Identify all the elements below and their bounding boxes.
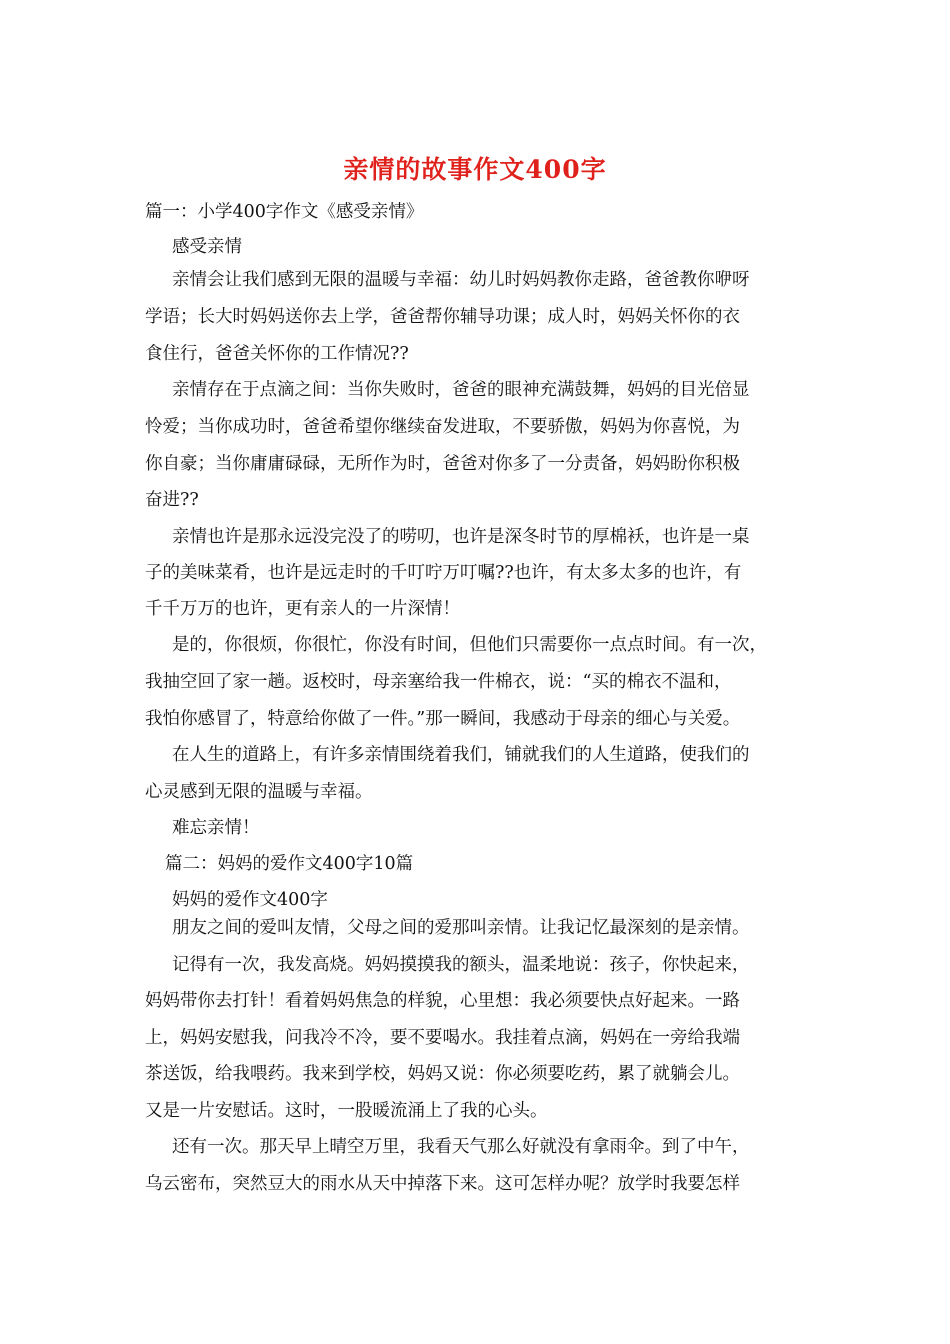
paragraph-line: 亲情会让我们感到无限的温暖与幸福：幼儿时妈妈教你走路，爸爸教你咿呀 (172, 270, 750, 290)
subheading-2: 妈妈的爱作文400字 (172, 890, 328, 910)
paragraph-line: 还有一次。那天早上晴空万里，我看天气那么好就没有拿雨伞。到了中午， (172, 1137, 750, 1157)
paragraph-line: 怜爱；当你成功时，爸爸希望你继续奋发进取，不要骄傲，妈妈为你喜悦，为 (145, 417, 740, 437)
paragraph-line: 学语；长大时妈妈送你去上学，爸爸帮你辅导功课；成人时，妈妈关怀你的衣 (145, 307, 740, 327)
paragraph-line: 乌云密布，突然豆大的雨水从天中掉落下来。这可怎样办呢？放学时我要怎样 (145, 1174, 740, 1194)
section-heading-1: 篇一：小学400字作文《感受亲情》 (145, 202, 424, 222)
paragraph-line: 食住行，爸爸关怀你的工作情况?? (145, 344, 409, 364)
paragraph-line: 朋友之间的爱叫友情，父母之间的爱那叫亲情。让我记忆最深刻的是亲情。 (172, 918, 750, 938)
paragraph-line: 茶送饭，给我喂药。我来到学校，妈妈又说：你必须要吃药，累了就躺会儿。 (145, 1064, 740, 1084)
paragraph-line: 我怕你感冒了，特意给你做了一件。”那一瞬间，我感动于母亲的细心与关爱。 (145, 709, 741, 729)
paragraph-line: 奋进?? (145, 490, 199, 510)
paragraph-line: 难忘亲情！ (172, 818, 260, 838)
paragraph-line: 亲情也许是那永远没完没了的唠叨，也许是深冬时节的厚棉袄，也许是一桌 (172, 527, 750, 547)
paragraph-line: 记得有一次，我发高烧。妈妈摸摸我的额头，温柔地说：孩子，你快起来， (172, 955, 750, 975)
paragraph-line: 在人生的道路上，有许多亲情围绕着我们，铺就我们的人生道路，使我们的 (172, 745, 750, 765)
paragraph-line: 又是一片安慰话。这时，一股暖流涌上了我的心头。 (145, 1101, 548, 1121)
paragraph-line: 妈妈带你去打针！看着妈妈焦急的样貌，心里想：我必须要快点好起来。一路 (145, 991, 740, 1011)
paragraph-line: 是的，你很烦，你很忙，你没有时间，但他们只需要你一点点时间。有一次， (172, 635, 767, 655)
section-heading-2: 篇二：妈妈的爱作文400字10篇 (165, 854, 414, 874)
paragraph-line: 亲情存在于点滴之间：当你失败时，爸爸的眼神充满鼓舞，妈妈的目光倍显 (172, 380, 750, 400)
paragraph-line: 你自豪；当你庸庸碌碌，无所作为时，爸爸对你多了一分责备，妈妈盼你积极 (145, 454, 740, 474)
subheading-1: 感受亲情 (172, 237, 242, 257)
document-title: 亲情的故事作文400字 (343, 155, 607, 184)
paragraph-line: 我抽空回了家一趟。返校时，母亲塞给我一件棉衣，说：“买的棉衣不温和， (145, 672, 732, 692)
paragraph-line: 千千万万的也许，更有亲人的一片深情！ (145, 599, 460, 619)
paragraph-line: 心灵感到无限的温暖与幸福。 (145, 782, 373, 802)
paragraph-line: 子的美味菜肴，也许是远走时的千叮咛万叮嘱??也许，有太多太多的也许，有 (145, 563, 742, 583)
paragraph-line: 上，妈妈安慰我，问我冷不冷，要不要喝水。我挂着点滴，妈妈在一旁给我端 (145, 1028, 740, 1048)
